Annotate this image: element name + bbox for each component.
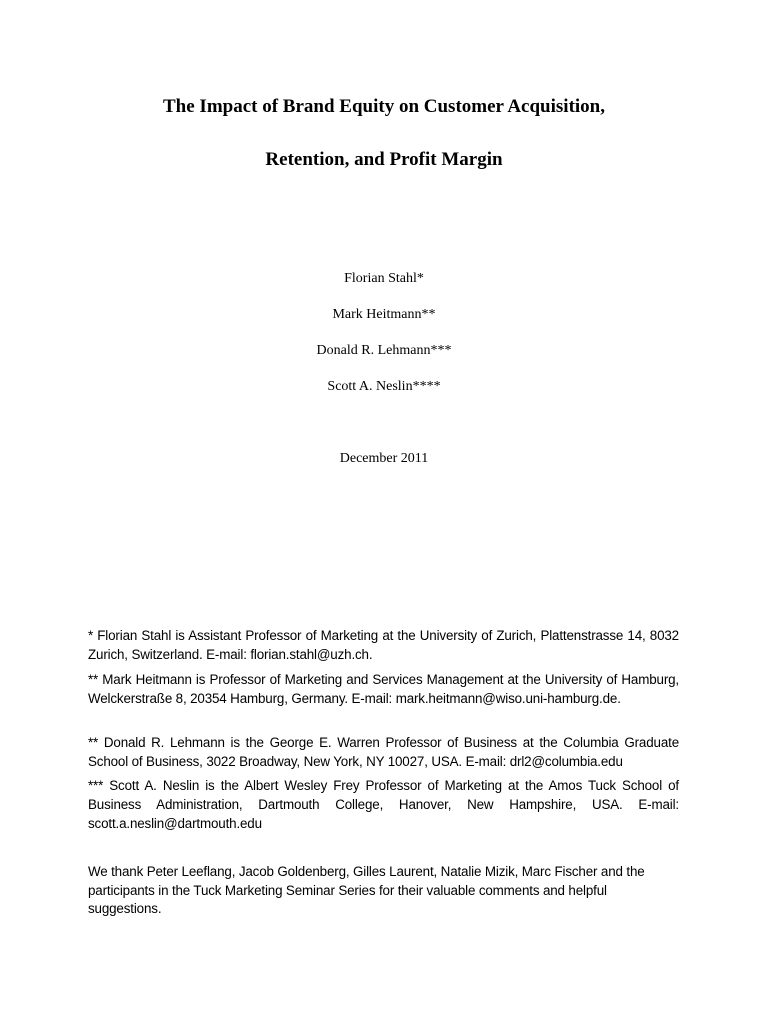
author-3: Donald R. Lehmann*** <box>316 343 452 358</box>
acknowledgment: We thank Peter Leeflang, Jacob Goldenberg, Gilles Laurent, Natalie Mizik, Marc Fischer and the participants in the Tuck Marketing Seminar Series for their valuable comments and helpful suggestions. <box>88 864 645 916</box>
footnote-1: * Florian Stahl is Assistant Professor of Marketing at the University of Zurich, Plattenstrasse 14, 8032 Zurich, Switzerland. E-mail: florian.stahl@uzh.ch. <box>88 628 679 662</box>
author-4: Scott A. Neslin**** <box>327 379 441 394</box>
footnote-3: ** Donald R. Lehmann is the George E. Warren Professor of Business at the Columbia Graduate School of Business, 3022 Broadway, New York, NY 10027, USA. E-mail: drl2@columbia.edu <box>88 735 679 769</box>
paper-title-line-1: The Impact of Brand Equity on Customer Acquisition, <box>163 96 605 117</box>
author-1: Florian Stahl* <box>344 271 424 286</box>
author-2: Mark Heitmann** <box>332 307 436 322</box>
footnote-2: ** Mark Heitmann is Professor of Marketing and Services Management at the University of Hamburg, Welckerstraße 8, 20354 Hamburg, Germany. E-mail: mark.heitmann@wiso.uni-hamburg.de. <box>88 672 679 706</box>
publication-date: December 2011 <box>339 451 429 466</box>
paper-title-line-2: Retention, and Profit Margin <box>265 149 503 170</box>
footnote-4: *** Scott A. Neslin is the Albert Wesley Frey Professor of Marketing at the Amos Tuck School of Business Administration, Dartmouth College, Hanover, New Hampshire, USA. E-mail: scott.a.neslin@dartmouth.edu <box>88 778 679 831</box>
